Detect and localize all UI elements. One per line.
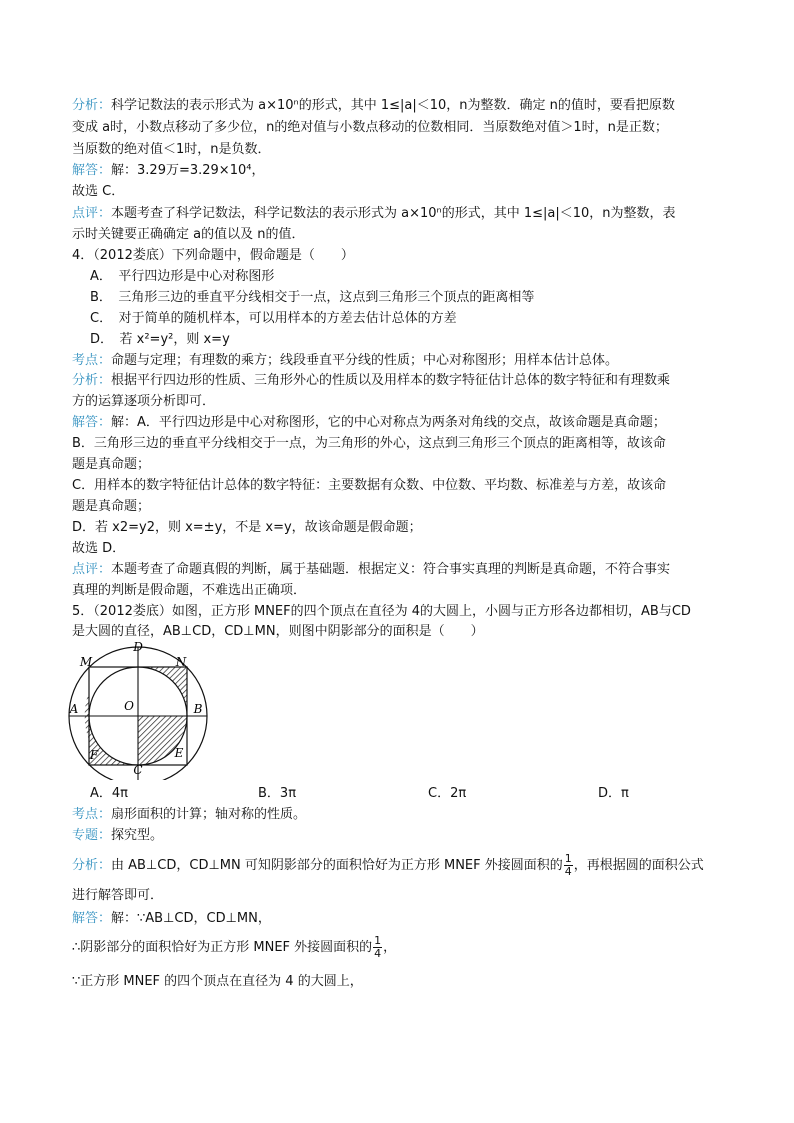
label-O: O [124, 699, 134, 713]
q5-analysis-text-a: 由 AB⊥CD，CD⊥MN 可知阴影部分的面积恰好为正方形 MNEF 外接圆面积的 [111, 858, 563, 873]
q5-option-a: A．4π [90, 786, 128, 801]
q4-point-text: 命题与定理；有理数的乘方；线段垂直平分线的性质；中心对称图形；用样本估计总体。 [111, 353, 619, 368]
q5-point-text: 扇形面积的计算；轴对称的性质。 [111, 807, 307, 822]
q5-option-d: D．π [598, 786, 629, 801]
q5-answer-line-1 [72, 909, 271, 928]
label-B: B [193, 702, 203, 716]
comment-label: 点评： [72, 206, 112, 221]
q4-option-c: C． 对于简单的随机样本，可以用样本的方差去估计总体的方差 [90, 311, 457, 326]
q3-answer-text: 解：3.29万=3.29×10⁴， [111, 163, 265, 178]
q5-analysis-line-2: 进行解答即可． [72, 888, 164, 903]
q4-answer-line-2: B．三角形三边的垂直平分线相交于一点，为三角形的外心，这点到三角形三个顶点的距离相等，故该命 [72, 436, 666, 451]
q4-answer-line-5: 题是真命题； [72, 499, 151, 514]
label-C: C [133, 763, 143, 777]
q3-analysis-line-2: 变成 a时，小数点移动了多少位，n的绝对值与小数点移动的位数相同．当原数绝对值＞1时，n是正数； [72, 120, 668, 135]
q4-answer-line-6: D．若 x2=y2，则 x=±y，不是 x=y，故该命题是假命题； [72, 520, 422, 535]
q4-answer-line-3: 题是真命题； [72, 457, 151, 472]
q4-comment-line-2: 真理的判断是假命题，不难选出正确项． [72, 583, 307, 598]
q5-answer-line-3: ∵正方形 MNEF 的四个顶点在直径为 4 的大圆上， [72, 974, 363, 989]
q5-stem-line-1: 5．（2012娄底）如图，正方形 MNEF的四个顶点在直径为 4的大圆上，小圆与正方形各边都相切，AB与CD [72, 604, 691, 619]
q3-comment-line-1 [72, 204, 676, 223]
q5-answer-text: 解：∵AB⊥CD，CD⊥MN， [111, 911, 271, 926]
answer-label: 解答： [72, 415, 112, 430]
analysis-label: 分析： [72, 373, 112, 388]
q5-point-line [72, 805, 306, 824]
fraction-denominator: 4 [374, 947, 382, 960]
q5-answer-line-2 [72, 934, 396, 962]
q3-analysis-text: 科学记数法的表示形式为 a×10ⁿ的形式，其中 1≤|a|＜10，n为整数．确定 n的值时，要看把原数 [111, 98, 675, 113]
q3-comment-line-2: 示时关键要正确确定 a的值以及 n的值． [72, 227, 305, 242]
q3-analysis-line-1 [72, 96, 675, 115]
q3-answer-line-1 [72, 161, 264, 180]
q4-answer-line-4: C．用样本的数字特征估计总体的数字特征：主要数据有众数、中位数、平均数、标准差与方差，故该命 [72, 478, 667, 493]
q5-answer-text-2b: ， [383, 940, 397, 955]
fraction-numerator: 1 [374, 934, 382, 947]
topic-label: 专题： [72, 828, 112, 843]
q4-option-d: D． 若 x²=y²，则 x=y [90, 332, 230, 347]
label-F: F [89, 748, 99, 762]
q3-answer-line-2: 故选 C． [72, 184, 125, 199]
point-label: 考点： [72, 807, 112, 822]
fraction-one-quarter [373, 935, 382, 960]
label-N: N [175, 655, 187, 669]
label-M: M [79, 655, 93, 669]
fraction-denominator: 4 [564, 865, 572, 878]
q4-stem: 4．（2012娄底）下列命题中，假命题是（ ） [72, 248, 354, 263]
fraction-one-quarter [564, 853, 573, 878]
q5-option-b: B．3π [258, 786, 297, 801]
answer-label: 解答： [72, 911, 112, 926]
analysis-label: 分析： [72, 858, 112, 873]
q4-answer-line-7: 故选 D． [72, 541, 126, 556]
q5-topic-text: 探究型。 [111, 828, 164, 843]
label-E: E [174, 746, 184, 760]
q5-analysis-text-b: ，再根据圆的面积公式 [573, 858, 704, 873]
point-label: 考点： [72, 353, 112, 368]
q4-comment-text: 本题考查了命题真假的判断，属于基础题．根据定义：符合事实真理的判断是真命题，不符合事实 [111, 562, 671, 577]
comment-label: 点评： [72, 562, 112, 577]
analysis-label: 分析： [72, 98, 112, 113]
shaded-corner-N [138, 667, 187, 716]
q4-option-b: B． 三角形三边的垂直平分线相交于一点，这点到三角形三个顶点的距离相等 [90, 290, 535, 305]
label-D: D [133, 640, 143, 654]
q5-analysis-line-1 [72, 852, 704, 880]
q4-analysis-line-1 [72, 371, 670, 390]
q3-comment-text: 本题考查了科学记数法，科学记数法的表示形式为 a×10ⁿ的形式，其中 1≤|a|＜10，n为整数，表 [111, 206, 676, 221]
fraction-numerator: 1 [564, 852, 572, 865]
q4-comment-line-1 [72, 560, 670, 579]
q5-answer-text-2a: ∴阴影部分的面积恰好为正方形 MNEF 外接圆面积的 [72, 940, 373, 955]
q5-stem-line-2: 是大圆的直径，AB⊥CD，CD⊥MN，则图中阴影部分的面积是（ ） [72, 624, 484, 639]
q4-answer-line-1 [72, 413, 666, 432]
geometry-figure [66, 640, 216, 780]
q4-point-line [72, 351, 618, 370]
q4-answer-text: 解：A．平行四边形是中心对称图形，它的中心对称点为两条对角线的交点，故该命题是真命题； [111, 415, 666, 430]
answer-label: 解答： [72, 163, 112, 178]
label-A: A [69, 702, 79, 716]
q3-analysis-line-3: 当原数的绝对值＜1时，n是负数． [72, 142, 271, 157]
q5-option-c: C．2π [428, 786, 467, 801]
q4-analysis-line-2: 方的运算逐项分析即可． [72, 394, 216, 409]
q4-analysis-text: 根据平行四边形的性质、三角形外心的性质以及用样本的数字特征估计总体的数字特征和有理数乘 [111, 373, 671, 388]
q4-option-a: A． 平行四边形是中心对称图形 [90, 269, 275, 284]
q5-topic-line [72, 826, 163, 845]
